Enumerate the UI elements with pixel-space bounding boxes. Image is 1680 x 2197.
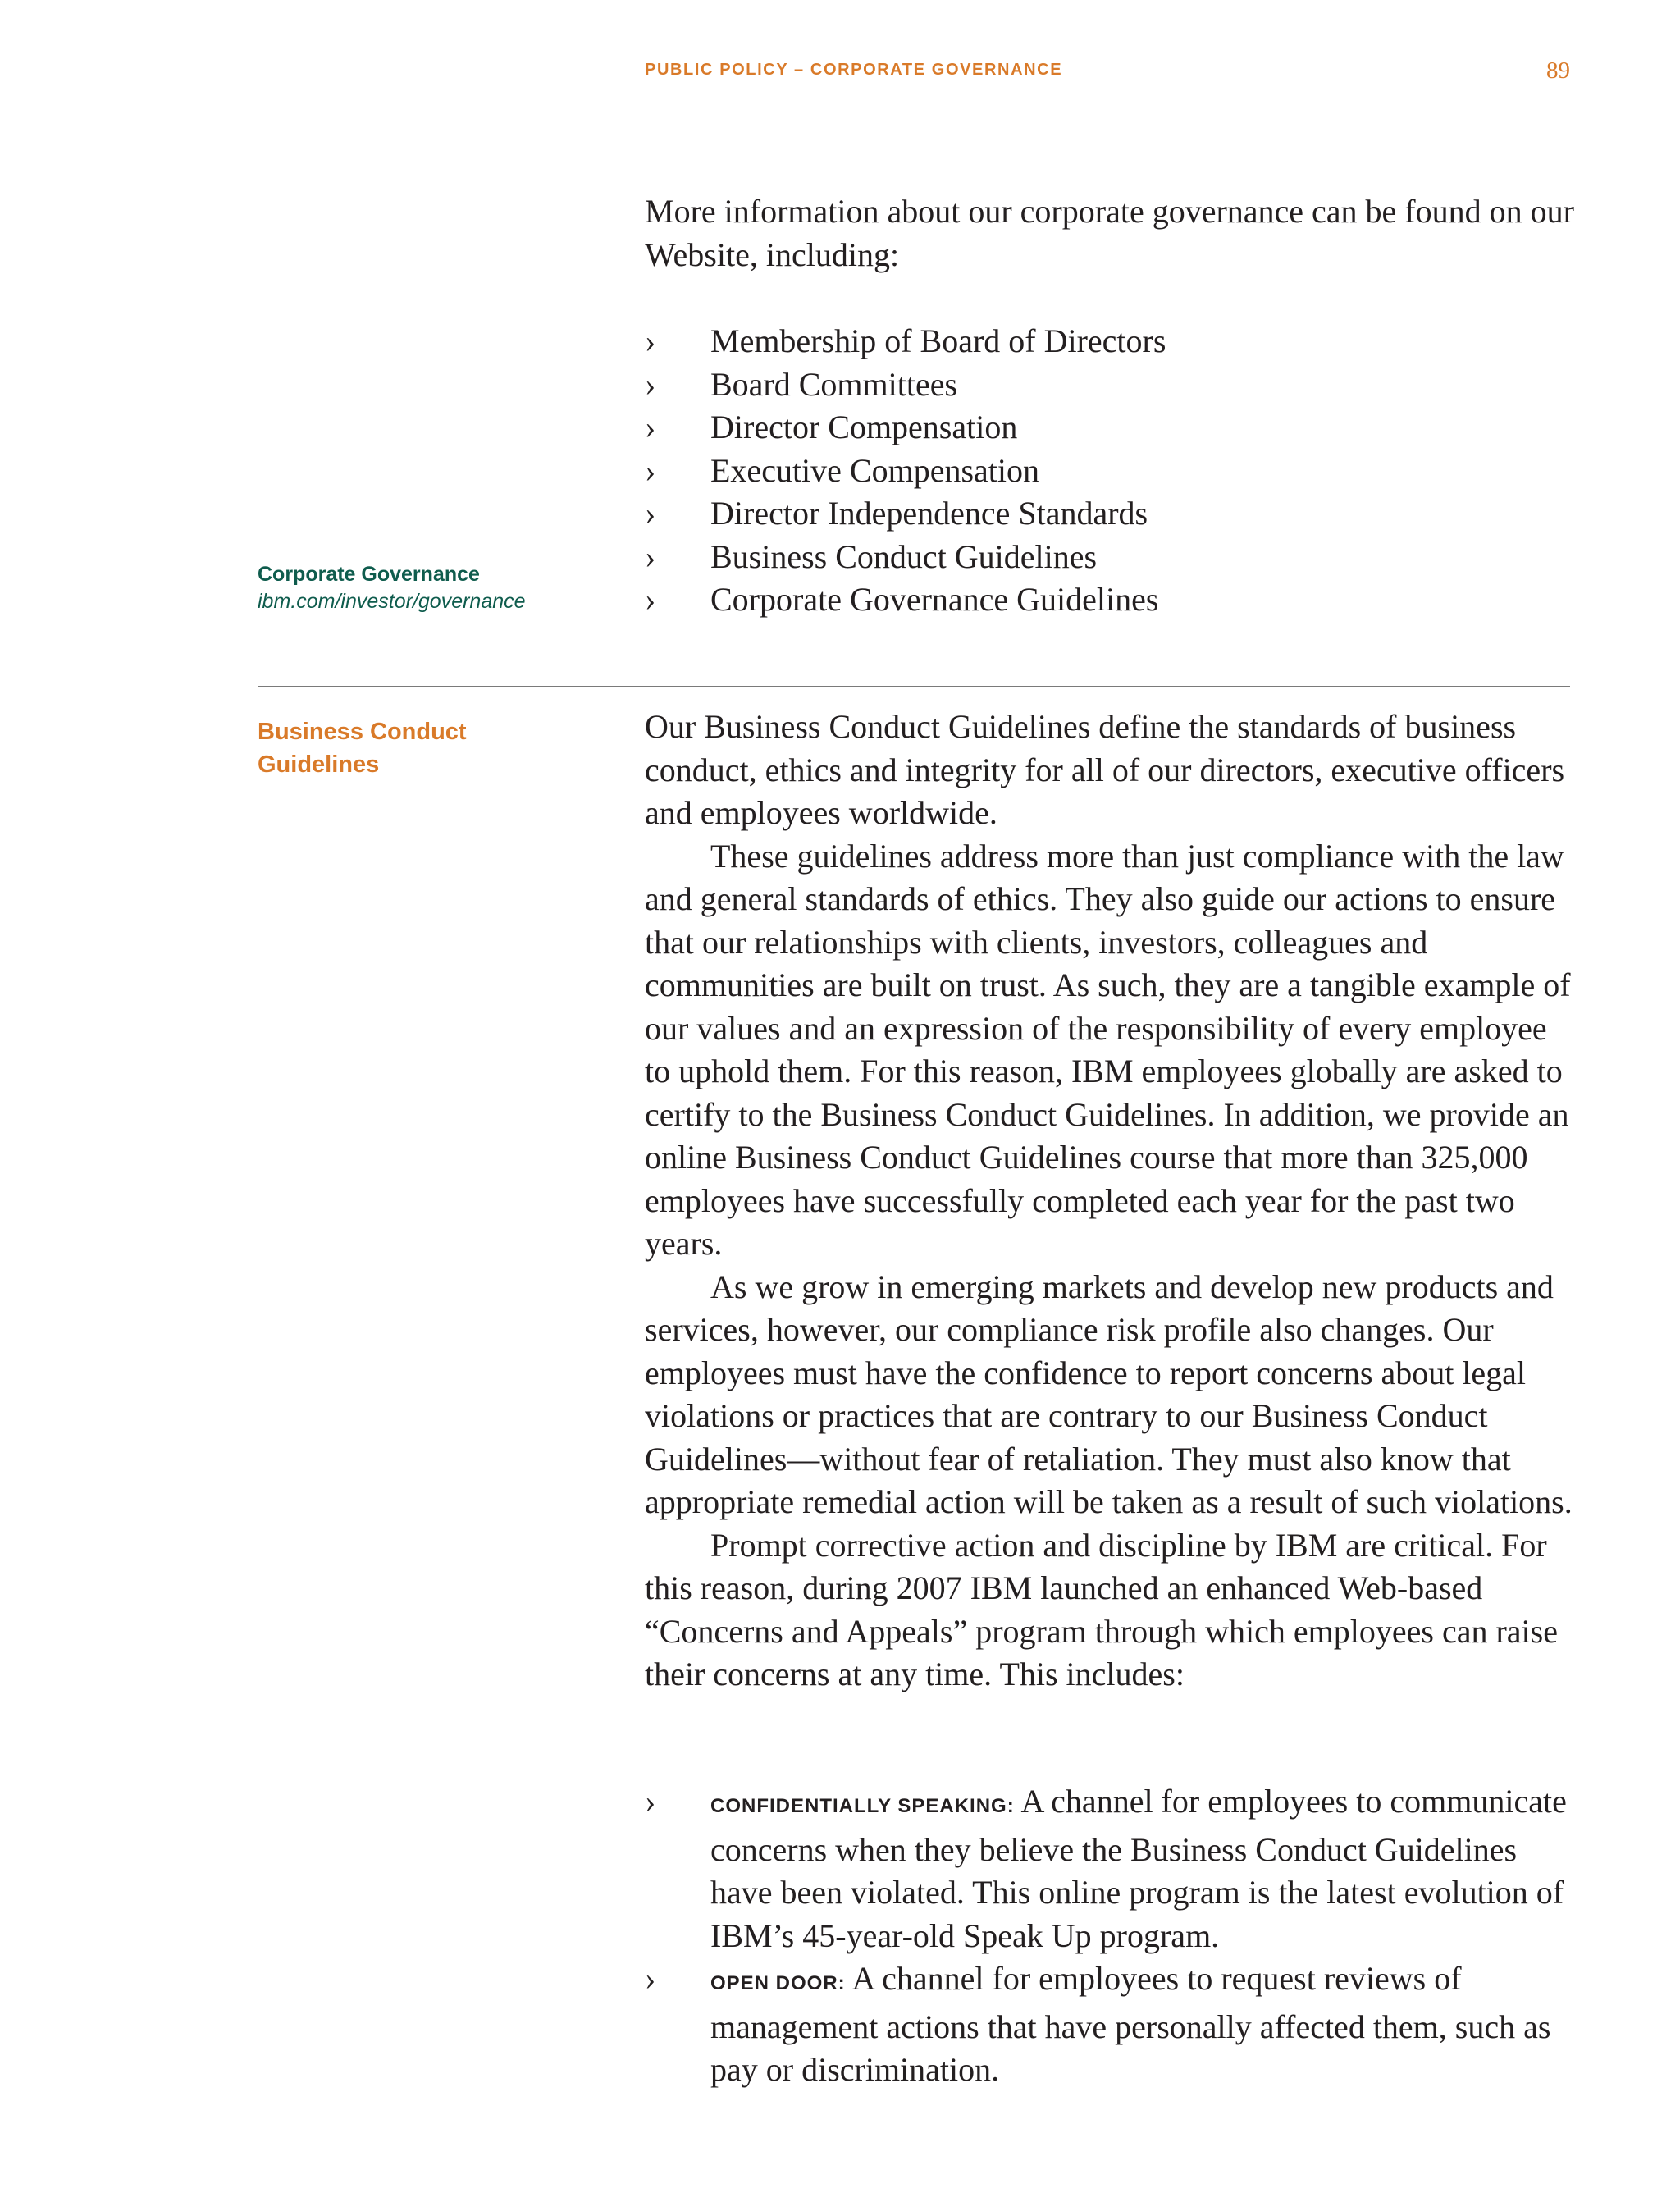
channel-text: A channel for employees to communicate concerns when they believe the Business Conduct Guidelines have been violated. This online program is the latest evolution of IBM’s 45-year-old Speak Up program. xyxy=(710,1783,1567,1954)
list-item xyxy=(645,363,1580,407)
list-item xyxy=(645,492,1580,536)
list-item-label: Corporate Governance Guidelines xyxy=(710,581,1159,618)
paragraph: These guidelines address more than just compliance with the law and general standards of ethics. They also guide our actions to ensure that our relationships with clients, investors, colleagues and communities are built on trust. As such, they are a tangible example of our values and an expression of the responsibility of every employee to uphold them. For this reason, IBM employees globally are asked to certify to the Business Conduct Guidelines. In addition, we provide an online Business Conduct Guidelines course that more than 325,000 employees have successfully completed each year for the past two years. xyxy=(645,837,1571,1262)
page-number: 89 xyxy=(1546,57,1570,84)
section-header: PUBLIC POLICY – CORPORATE GOVERNANCE xyxy=(645,61,1063,79)
chevron-right-icon: › xyxy=(645,537,656,575)
chevron-right-icon: › xyxy=(645,495,656,532)
list-item xyxy=(645,450,1580,493)
chevron-right-icon: › xyxy=(645,451,656,489)
paragraph: Our Business Conduct Guidelines define the standards of business conduct, ethics and integrity for all of our directors, executive officers and employees worldwide. xyxy=(645,708,1565,831)
paragraph: Prompt corrective action and discipline by IBM are critical. For this reason, during 2007 IBM launched an enhanced Web-based “Concerns and Appeals” program through which employees can raise their concerns at any time. This includes: xyxy=(645,1526,1558,1692)
list-item-label: Director Compensation xyxy=(710,409,1018,445)
paragraph: As we grow in emerging markets and develop new products and services, however, our compliance risk profile also changes. Our employees must have the confidence to report concerns about legal violations or practices that are contrary to our Business Conduct Guidelines—without fear of retaliation. They must also know that appropriate remedial action will be taken as a result of such violations. xyxy=(645,1268,1573,1520)
chevron-right-icon: › xyxy=(645,1960,656,1997)
list-item xyxy=(645,1780,1580,1957)
list-item-label: Director Independence Standards xyxy=(710,495,1148,532)
list-item xyxy=(645,536,1580,579)
chevron-right-icon: › xyxy=(645,581,656,618)
list-item xyxy=(645,406,1580,450)
list-item-label: Board Committees xyxy=(710,365,958,403)
governance-link[interactable]: ibm.com/investor/governance xyxy=(258,590,526,613)
channel-label: CONFIDENTIALLY SPEAKING: xyxy=(710,1795,1015,1817)
governance-intro: More information about our corporate governance can be found on our Website, including: xyxy=(645,193,1574,273)
channel-text: A channel for employees to request reviews of management actions that have personally affected them, such as pay or discrimination. xyxy=(710,1960,1551,2088)
business-conduct-body xyxy=(645,706,1580,1697)
chevron-right-icon: › xyxy=(645,409,656,445)
list-item xyxy=(645,1957,1580,2092)
sidebar-governance-title: Corporate Governance xyxy=(258,563,480,586)
channel-list xyxy=(645,1780,1580,2092)
list-item-label: Executive Compensation xyxy=(710,451,1040,489)
list-item-label: Membership of Board of Directors xyxy=(710,322,1166,359)
chevron-right-icon: › xyxy=(645,365,656,403)
list-item-label: Business Conduct Guidelines xyxy=(710,537,1098,575)
chevron-right-icon: › xyxy=(645,322,656,359)
sidebar-corporate-governance xyxy=(258,561,526,615)
channel-label: OPEN DOOR: xyxy=(710,1972,846,1994)
list-item xyxy=(645,578,1580,622)
sidebar-business-conduct: Business Conduct Guidelines xyxy=(258,719,467,778)
list-item xyxy=(645,320,1580,363)
governance-list xyxy=(645,320,1580,622)
section-divider xyxy=(258,686,1570,687)
chevron-right-icon: › xyxy=(645,1783,656,1820)
